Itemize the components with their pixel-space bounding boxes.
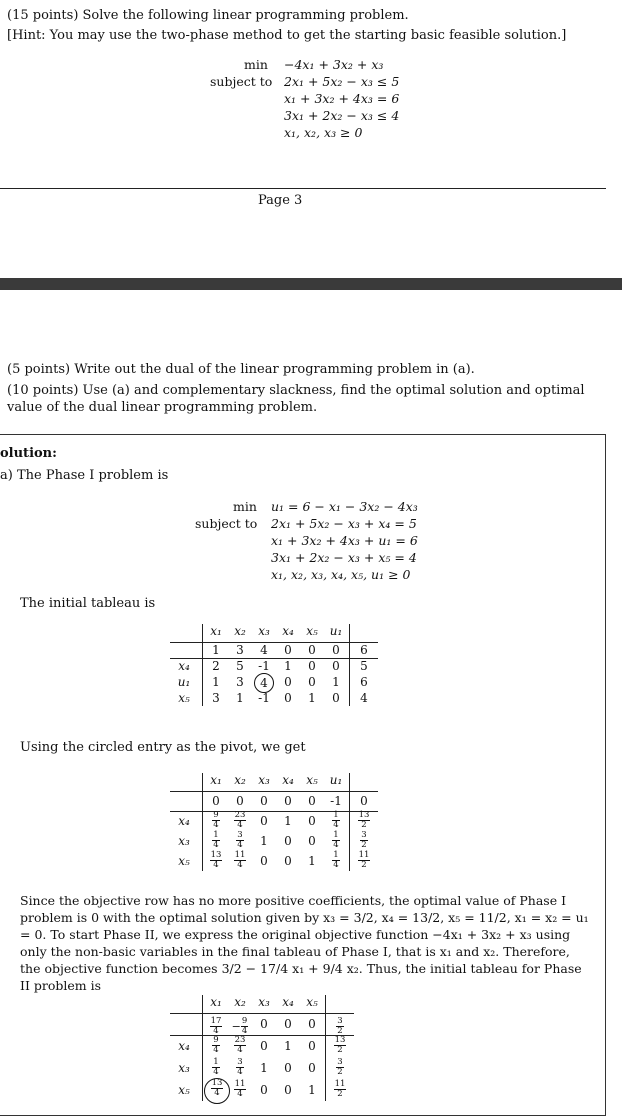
- tableau-cell: 0: [260, 853, 268, 868]
- tableau-cell: $\frac{11}{2}$: [358, 850, 370, 870]
- tableau-cell: 1: [260, 833, 268, 848]
- problem-line: (15 points) Solve the following linear programming problem.: [7, 8, 409, 23]
- basis-label: x₃: [178, 833, 190, 848]
- part-c: (10 points) Use (a) and complementary slackness, find the optimal solution and optimal value of the dual linear programming problem.: [7, 383, 585, 415]
- objective-cell: 6: [360, 642, 368, 657]
- tableau-cell: 0: [308, 813, 316, 828]
- tableau-cell: $\frac{13}{4}$: [210, 850, 222, 870]
- objective: −4x₁ + 3x₂ + x₃: [284, 57, 384, 72]
- initial-tableau-label: The initial tableau is: [20, 596, 156, 611]
- objective-cell: 0: [284, 642, 292, 657]
- objective-cell: 3: [236, 642, 244, 657]
- tableau-cell: $\frac{23}{4}$: [234, 810, 246, 830]
- basis-label: x₅: [178, 853, 190, 868]
- objective-cell: 4: [260, 642, 268, 657]
- tableau-cell: 0: [284, 674, 292, 689]
- tableau-cell: 1: [308, 853, 316, 868]
- tableau-cell: 0: [308, 658, 316, 673]
- tableau-cell: 1: [308, 690, 316, 705]
- objective-cell: 0: [308, 1016, 316, 1031]
- tableau-cell: $\frac{13}{2}$: [334, 1035, 346, 1055]
- constraint-1: 2x₁ + 5x₂ − x₃ ≤ 5: [284, 74, 400, 89]
- tableau-cell: 0: [284, 1060, 292, 1075]
- tableau-cell: -1: [258, 690, 270, 705]
- tableau-cell: 3: [212, 690, 220, 705]
- tableau-cell: 5: [360, 658, 368, 673]
- min-label: min: [244, 57, 268, 72]
- basis-label: x₄: [178, 658, 190, 673]
- page-number: Page 3: [258, 193, 303, 208]
- column-header: x₅: [306, 995, 318, 1009]
- header-rule: [170, 1013, 354, 1014]
- column-header: x₁: [210, 624, 222, 638]
- column-header: x₂: [234, 624, 246, 638]
- column-header: x₃: [258, 995, 270, 1009]
- tableau-cell: 1: [212, 674, 220, 689]
- tableau-cell: $\frac{1}{4}$: [333, 810, 339, 830]
- tableau-3: [170, 995, 410, 1105]
- rhs-rule: [325, 995, 326, 1101]
- p1-subject-label: subject to: [195, 516, 258, 531]
- column-header: u₁: [329, 624, 343, 638]
- solution-heading: olution:: [0, 446, 57, 461]
- column-header: x₄: [282, 624, 294, 638]
- basis-label: x₄: [178, 1038, 190, 1053]
- p1-constraint-2: x₁ + 3x₂ + 4x₃ + u₁ = 6: [271, 533, 418, 548]
- tableau-cell: 0: [308, 1038, 316, 1053]
- tableau-cell: $\frac{11}{4}$: [234, 850, 246, 870]
- objective-cell: 0: [360, 793, 368, 808]
- tableau-1: [170, 624, 410, 712]
- tableau-cell: 1: [260, 1060, 268, 1075]
- constraint-2: x₁ + 3x₂ + 4x₃ = 6: [284, 91, 400, 106]
- column-header: x₁: [210, 773, 222, 787]
- objective-cell: 0: [284, 793, 292, 808]
- page-divider: [0, 188, 606, 189]
- lp-problem: [210, 56, 430, 146]
- objective-cell: 0: [260, 793, 268, 808]
- tableau-cell: 6: [360, 674, 368, 689]
- tableau-2: [170, 773, 410, 873]
- column-header: x₃: [258, 624, 270, 638]
- tableau-cell: 0: [284, 833, 292, 848]
- column-header: x₄: [282, 995, 294, 1009]
- objective-cell: 0: [236, 793, 244, 808]
- phase1-problem: [195, 498, 455, 588]
- column-header: x₅: [306, 624, 318, 638]
- tableau-cell: 0: [260, 813, 268, 828]
- objective-cell: − $\frac{9}{4}$: [231, 1015, 248, 1036]
- tableau-cell: 1: [284, 658, 292, 673]
- column-header: x₂: [234, 773, 246, 787]
- column-header: x₄: [282, 773, 294, 787]
- p1-objective: u₁ = 6 − x₁ − 3x₂ − 4x₃: [271, 499, 418, 514]
- objective-cell: 1: [212, 642, 220, 657]
- tableau-cell: 0: [284, 853, 292, 868]
- tableau-cell: $\frac{3}{2}$: [361, 830, 367, 850]
- column-header: x₃: [258, 773, 270, 787]
- p1-constraint-3: 3x₁ + 2x₂ − x₃ + x₅ = 4: [271, 550, 417, 565]
- objective-cell: $\frac{3}{2}$: [337, 1015, 343, 1036]
- tableau-cell: 0: [332, 690, 340, 705]
- basis-rule: [202, 624, 203, 706]
- p1-nonneg: x₁, x₂, x₃, x₄, x₅, u₁ ≥ 0: [271, 567, 411, 582]
- objective-cell: 0: [212, 793, 220, 808]
- basis-rule: [202, 995, 203, 1101]
- objective-cell: 0: [332, 642, 340, 657]
- tableau-cell: 0: [284, 1082, 292, 1097]
- tableau-cell: $\frac{3}{2}$: [337, 1057, 343, 1077]
- rhs-rule: [349, 624, 350, 706]
- tableau-cell: 4: [360, 690, 368, 705]
- basis-rule: [202, 773, 203, 871]
- page-break-band: [0, 278, 622, 290]
- column-header: u₁: [329, 773, 343, 787]
- tableau-cell: 4: [252, 673, 276, 693]
- objective-cell: $\frac{17}{4}$: [210, 1015, 222, 1036]
- column-header: x₅: [306, 773, 318, 787]
- column-header: x₁: [210, 995, 222, 1009]
- tableau-cell: 1: [308, 1082, 316, 1097]
- objective-cell: 0: [284, 1016, 292, 1031]
- tableau-cell: $\frac{3}{4}$: [237, 1057, 243, 1077]
- objective-cell: 0: [260, 1016, 268, 1031]
- tableau-cell: 1: [332, 674, 340, 689]
- constraint-3: 3x₁ + 2x₂ − x₃ ≤ 4: [284, 108, 400, 123]
- tableau-cell: 1: [236, 690, 244, 705]
- basis-label: u₁: [177, 674, 191, 689]
- tableau-cell: $\frac{9}{4}$: [213, 1035, 219, 1055]
- tableau-cell: $\frac{23}{4}$: [234, 1035, 246, 1055]
- tableau-cell: -1: [258, 658, 270, 673]
- tableau-cell: 0: [332, 658, 340, 673]
- tableau-cell: 2: [212, 658, 220, 673]
- tableau-cell: 1: [284, 813, 292, 828]
- objective-cell: 0: [308, 793, 316, 808]
- p1-min-label: min: [233, 499, 257, 514]
- p1-constraint-1: 2x₁ + 5x₂ − x₃ + x₄ = 5: [271, 516, 417, 531]
- tableau-cell: $\frac{1}{4}$: [213, 830, 219, 850]
- hint-line: [Hint: You may use the two-phase method to get the starting basic feasible solution.]: [7, 28, 567, 43]
- pivot-label: Using the circled entry as the pivot, we get: [20, 740, 306, 755]
- objective-cell: -1: [330, 793, 342, 808]
- phase1-intro: a) The Phase I problem is: [0, 468, 169, 483]
- objective-rule: [170, 1035, 354, 1036]
- basis-label: x₅: [178, 1082, 190, 1097]
- column-header: x₂: [234, 995, 246, 1009]
- tableau-cell: $\frac{11}{4}$: [234, 1079, 246, 1099]
- objective-cell: 0: [308, 642, 316, 657]
- tableau-cell: 0: [260, 1082, 268, 1097]
- basis-label: x₅: [178, 690, 190, 705]
- subject-to-label: subject to: [210, 74, 273, 89]
- basis-label: x₃: [178, 1060, 190, 1075]
- tableau-cell: 5: [236, 658, 244, 673]
- tableau-cell: 3: [236, 674, 244, 689]
- tableau-cell: $\frac{3}{4}$: [237, 830, 243, 850]
- tableau-cell: $\frac{9}{4}$: [213, 810, 219, 830]
- tableau-cell: $\frac{11}{2}$: [334, 1079, 346, 1099]
- tableau-cell: 1: [284, 1038, 292, 1053]
- tableau-cell: 0: [308, 833, 316, 848]
- constraint-nonneg: x₁, x₂, x₃ ≥ 0: [284, 125, 363, 140]
- tableau-cell: $\frac{1}{4}$: [333, 850, 339, 870]
- tableau-cell: $\frac{1}{4}$: [213, 1057, 219, 1077]
- tableau-cell: 0: [260, 1038, 268, 1053]
- tableau-cell: $\frac{13}{2}$: [358, 810, 370, 830]
- tableau-cell: 0: [284, 690, 292, 705]
- tableau-cell: 0: [308, 674, 316, 689]
- part-b: (5 points) Write out the dual of the linear programming problem in (a).: [7, 362, 475, 377]
- phase1-conclusion: Since the objective row has no more positive coefficients, the optimal value of Phase I problem is 0 with the optimal solution given by x₃ = 3/2, x₄ = 13/2, x₅ = 11/2, x₁ = x₂ = u₁ = 0. To start Phase II, we express the original objective function −4x₁ + 3x₂ + x₃ using only the non-basic variables in the final tableau of Phase I, that is x₁ and x₂. Therefore, the objective function becomes 3/2 − 17/4 x₁ + 9/4 x₂. Thus, the initial tableau for Phase II problem is: [20, 893, 589, 993]
- basis-label: x₄: [178, 813, 190, 828]
- rhs-rule: [349, 773, 350, 871]
- tableau-cell: 0: [308, 1060, 316, 1075]
- tableau-cell: $\frac{13}{4}$: [204, 1078, 228, 1104]
- tableau-cell: $\frac{1}{4}$: [333, 830, 339, 850]
